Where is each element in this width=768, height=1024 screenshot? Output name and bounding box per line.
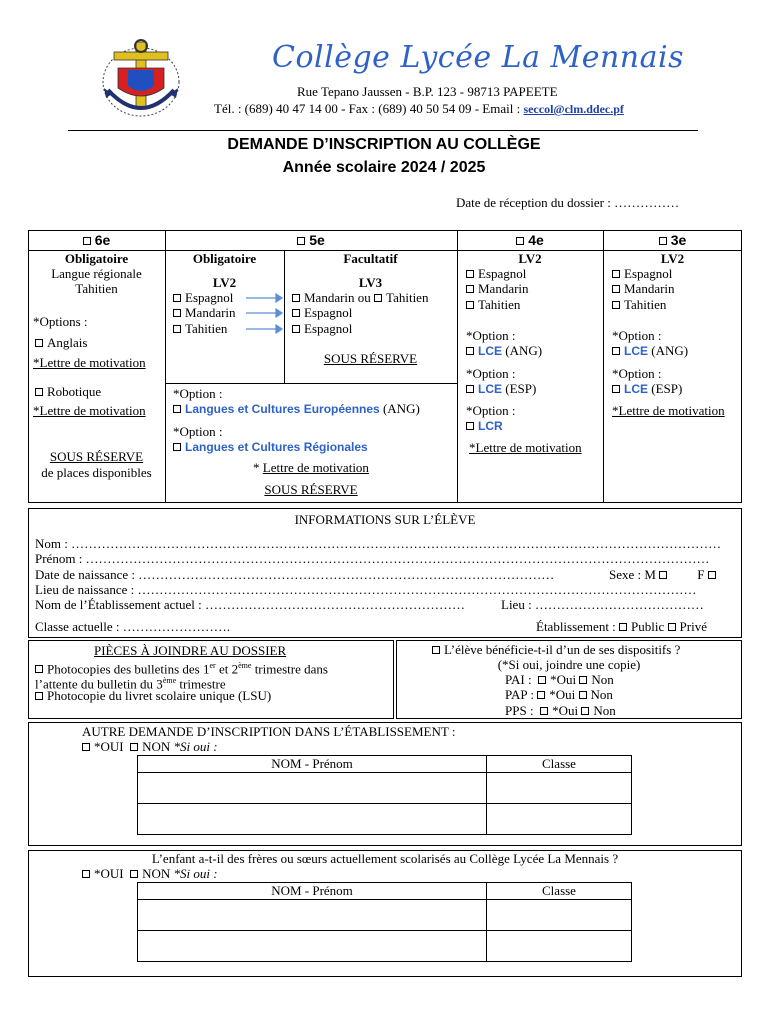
g3-tahitien[interactable] <box>612 297 666 312</box>
fratrie-table <box>137 882 632 962</box>
g4-tahitien[interactable] <box>466 297 520 312</box>
t: NON <box>142 866 171 881</box>
label: LCR <box>478 419 503 433</box>
t: PAP : <box>505 687 535 702</box>
g4-option3-label: *Option : <box>466 403 516 418</box>
fratrie-question: L’enfant a-t-il des frères ou sœurs actuellement scolarisés au Collège Lycée La Mennais ? <box>151 851 619 866</box>
g5-option-lce[interactable] <box>173 401 420 417</box>
label: Langues et Cultures Européennes <box>185 402 380 416</box>
checkbox-non[interactable] <box>579 676 587 684</box>
grade-4e-label: 4e <box>528 232 544 248</box>
suffix: (ANG) <box>502 343 543 358</box>
grade-5e-header[interactable] <box>165 232 457 248</box>
g4-motivation: *Lettre de motivation <box>469 440 582 455</box>
checkbox-non[interactable] <box>130 870 138 878</box>
label: Espagnol <box>304 321 353 336</box>
g6-obligatoire: Obligatoire <box>64 251 129 266</box>
t: Photocopie du livret scolaire unique (LSU) <box>47 688 272 703</box>
suffix: (ESP) <box>648 381 683 396</box>
g5-option2-label: *Option : <box>173 424 223 439</box>
g4-option2-label: *Option : <box>466 366 516 381</box>
fratrie-choice[interactable] <box>82 866 218 881</box>
label: Tahitien <box>624 297 667 312</box>
dispositifs-note: (*Si oui, joindre une copie) <box>497 657 641 672</box>
grade-5e-label: 5e <box>309 232 325 248</box>
t: *Oui <box>552 703 579 718</box>
checkbox-5e[interactable] <box>297 237 305 245</box>
g5-option1-label: *Option : <box>173 386 223 401</box>
label: Tahitien <box>185 321 228 336</box>
g6-options-label: *Options : <box>33 314 88 329</box>
grid-line <box>165 383 457 384</box>
grade-6e-label: 6e <box>94 232 111 248</box>
t: *Si oui : <box>173 739 218 754</box>
t: et 2 <box>215 661 239 677</box>
t: ème <box>238 661 252 670</box>
g5-lv3-espagnol-1[interactable] <box>292 305 352 320</box>
prefix: * <box>253 460 263 475</box>
pieces-heading: PIÈCES À JOINDRE AU DOSSIER <box>94 643 287 658</box>
table-cell[interactable] <box>138 900 487 931</box>
g6-reserve-note: de places disponibles <box>41 465 152 480</box>
t: ème <box>162 676 177 685</box>
autre-demande-heading: AUTRE DEMANDE D’INSCRIPTION DANS L’ÉTABLISSEMENT : <box>82 724 456 739</box>
g5-lv2-espagnol[interactable] <box>173 290 233 305</box>
student-school-field[interactable]: Nom de l’Établissement actuel : …………………………………………………… <box>35 597 466 612</box>
checkbox[interactable] <box>466 385 474 393</box>
checkbox[interactable] <box>173 309 181 317</box>
grade-6e-header[interactable] <box>28 232 165 248</box>
table-cell[interactable] <box>487 900 632 931</box>
header-rule <box>68 130 698 131</box>
g6-lang-2: Tahitien <box>75 281 118 296</box>
g5-option-lcr[interactable] <box>173 439 368 455</box>
checkbox[interactable] <box>292 309 300 317</box>
checkbox[interactable] <box>173 405 181 413</box>
label: LCE <box>624 344 648 358</box>
checkbox[interactable] <box>432 646 440 654</box>
label: Langues et Cultures Régionales <box>185 440 368 454</box>
g3-espagnol[interactable] <box>612 266 672 281</box>
t: Non <box>591 672 614 687</box>
checkbox[interactable] <box>35 692 43 700</box>
grade-3e-label: 3e <box>670 232 687 248</box>
checkbox[interactable] <box>173 325 181 333</box>
contact-text: Tél. : (689) 40 47 14 00 - Fax : (689) 40 50 54 09 - Email : <box>214 101 524 116</box>
checkbox[interactable] <box>173 443 181 451</box>
checkbox[interactable] <box>173 294 181 302</box>
checkbox-anglais[interactable] <box>35 339 43 347</box>
g4-lv2: LV2 <box>518 251 542 266</box>
g4-option-lce-esp[interactable] <box>466 381 536 397</box>
checkbox[interactable] <box>374 294 382 302</box>
student-nom-field[interactable]: Nom : …………………………………………………………………………………………………………………………………… <box>35 536 722 551</box>
g5-reserve-top: SOUS RÉSERVE <box>323 351 418 366</box>
g5-lv2: LV2 <box>212 275 237 290</box>
g5-motivation <box>165 460 457 475</box>
label: Public <box>631 619 665 634</box>
table-cell[interactable] <box>138 931 487 962</box>
arrow-icons <box>244 290 284 340</box>
label: Espagnol <box>185 290 234 305</box>
checkbox[interactable] <box>612 347 620 355</box>
g6-motivation-2: *Lettre de motivation <box>33 403 146 418</box>
grade-4e-header[interactable] <box>457 232 603 248</box>
g3-option-lce-esp[interactable] <box>612 381 682 397</box>
checkbox[interactable] <box>466 301 474 309</box>
g5-lv3-mandarin-tahitien[interactable] <box>292 290 428 305</box>
label: LCE <box>478 382 502 396</box>
label: Mandarin <box>185 305 236 320</box>
label: Établissement : <box>536 619 616 634</box>
label: Mandarin <box>624 281 675 296</box>
t: *Oui <box>550 672 577 687</box>
g4-option1-label: *Option : <box>466 328 516 343</box>
autre-demande-choice[interactable] <box>82 739 218 754</box>
checkbox-oui[interactable] <box>82 870 90 878</box>
t: NON <box>142 739 171 754</box>
dispositif-pap[interactable] <box>505 687 613 702</box>
checkbox[interactable] <box>612 301 620 309</box>
g5-obligatoire: Obligatoire <box>192 251 257 266</box>
g5-lv2-mandarin[interactable] <box>173 305 236 320</box>
grade-3e-header[interactable] <box>603 232 742 248</box>
label: Espagnol <box>624 266 673 281</box>
school-contact <box>214 101 624 117</box>
t: PAI : <box>505 672 532 687</box>
g5-lv3-espagnol-2[interactable] <box>292 321 352 336</box>
checkbox-6e[interactable] <box>83 237 91 245</box>
g3-mandarin[interactable] <box>612 281 675 296</box>
label: Tahitien <box>478 297 521 312</box>
g3-option-lce-ang[interactable] <box>612 343 688 359</box>
autre-demande-table <box>137 755 632 835</box>
checkbox[interactable] <box>612 285 620 293</box>
checkbox[interactable] <box>292 325 300 333</box>
col-header: Classe <box>487 883 632 900</box>
col-header: NOM - Prénom <box>138 756 487 773</box>
checkbox-robotique[interactable] <box>35 388 43 396</box>
checkbox-prive[interactable] <box>668 623 676 631</box>
checkbox[interactable] <box>466 285 474 293</box>
checkbox-non[interactable] <box>581 707 589 715</box>
dispositif-pps[interactable] <box>505 703 616 718</box>
label: Mandarin ou <box>304 290 375 305</box>
table-cell[interactable] <box>487 773 632 804</box>
school-name: Collège Lycée La Mennais <box>272 40 684 75</box>
g3-option1-label: *Option : <box>612 328 662 343</box>
checkbox[interactable] <box>292 294 300 302</box>
label: Lettre de motivation <box>262 460 369 475</box>
t: *Si oui : <box>173 866 218 881</box>
g4-espagnol[interactable] <box>466 266 526 281</box>
dispositifs-question[interactable] <box>432 642 680 657</box>
checkbox-oui[interactable] <box>82 743 90 751</box>
checkbox[interactable] <box>612 270 620 278</box>
table-cell[interactable] <box>138 773 487 804</box>
g6-reserve: SOUS RÉSERVE <box>49 449 144 464</box>
g5-facultatif: Facultatif <box>343 251 398 266</box>
g5-reserve-bottom: SOUS RÉSERVE <box>264 482 358 497</box>
checkbox[interactable] <box>612 385 620 393</box>
t: er <box>209 661 216 670</box>
t: *OUI <box>94 866 124 881</box>
g4-option-lcr[interactable] <box>466 418 503 434</box>
label: Tahitien <box>386 290 429 305</box>
checkbox-public[interactable] <box>619 623 627 631</box>
suffix: (ANG) <box>648 343 689 358</box>
checkbox-f[interactable] <box>708 571 716 579</box>
checkbox-3e[interactable] <box>659 237 667 245</box>
reception-date[interactable]: Date de réception du dossier : …………… <box>456 195 680 210</box>
g3-lv2: LV2 <box>660 251 685 266</box>
t: trimestre dans <box>251 661 328 677</box>
checkbox[interactable] <box>466 347 474 355</box>
student-birthplace-field[interactable]: Lieu de naissance : ………………………………………………………………………………………………………………… <box>35 582 697 597</box>
dispositif-pai[interactable] <box>505 672 614 687</box>
table-cell[interactable] <box>487 804 632 835</box>
checkbox[interactable] <box>466 422 474 430</box>
g6-opt1-label: Anglais <box>47 335 88 350</box>
checkbox-m[interactable] <box>659 571 667 579</box>
g6-lang-1: Langue régionale <box>51 266 142 281</box>
t: PPS : <box>505 703 534 718</box>
g5-lv3: LV3 <box>358 275 383 290</box>
t: Non <box>590 687 613 702</box>
label: Espagnol <box>304 305 353 320</box>
col-header: NOM - Prénom <box>138 883 487 900</box>
student-birthdate-field[interactable]: Date de naissance : …………………………………………………………………………………… <box>35 567 555 582</box>
form-subtitle: Année scolaire 2024 / 2025 <box>282 159 486 176</box>
t: L’élève bénéficie-t-il d’un de ses dispositifs ? <box>444 642 681 657</box>
checkbox-non[interactable] <box>579 691 587 699</box>
table-cell[interactable] <box>487 931 632 962</box>
t: Non <box>593 703 616 718</box>
label: Privé <box>679 619 707 634</box>
student-sexe[interactable] <box>609 567 720 582</box>
checkbox[interactable] <box>466 270 474 278</box>
suffix: (ESP) <box>502 381 537 396</box>
checkbox-non[interactable] <box>130 743 138 751</box>
label: LCE <box>624 382 648 396</box>
student-school-type <box>536 619 707 634</box>
g6-motivation-1: *Lettre de motivation <box>33 355 146 370</box>
g4-mandarin[interactable] <box>466 281 529 296</box>
checkbox-oui[interactable] <box>538 676 546 684</box>
school-address: Rue Tepano Jaussen - B.P. 123 - 98713 PAPEETE <box>297 84 558 99</box>
student-prenom-field[interactable]: Prénom : ……………………………………………………………………………………………………………………………… <box>35 551 710 566</box>
label: Espagnol <box>478 266 527 281</box>
t: *Oui <box>549 687 576 702</box>
t: *OUI <box>94 739 124 754</box>
col-header: Classe <box>487 756 632 773</box>
grid-line <box>603 230 604 503</box>
student-school-location-field[interactable]: Lieu : ………………………………… <box>501 597 704 612</box>
email-link[interactable]: seccol@clm.ddec.pf <box>523 102 624 116</box>
col-6e <box>28 251 165 296</box>
pieces-item2[interactable] <box>35 688 271 703</box>
form-title: DEMANDE D’INSCRIPTION AU COLLÈGE <box>227 136 541 153</box>
checkbox-oui[interactable] <box>537 691 545 699</box>
checkbox-oui[interactable] <box>540 707 548 715</box>
g4-option-lce-ang[interactable] <box>466 343 542 359</box>
suffix: (ANG) <box>379 401 420 416</box>
g5-lv2-tahitien[interactable] <box>173 321 227 336</box>
g6-option-robotique[interactable] <box>35 384 101 399</box>
t: trimestre <box>176 676 226 692</box>
school-logo <box>98 38 184 120</box>
g3-motivation: *Lettre de motivation <box>612 403 725 418</box>
label: LCE <box>478 344 502 358</box>
g3-option2-label: *Option : <box>612 366 662 381</box>
student-info-heading: INFORMATIONS SUR L’ÉLÈVE <box>294 512 476 527</box>
label: Mandarin <box>478 281 529 296</box>
checkbox-4e[interactable] <box>516 237 524 245</box>
label: F <box>697 567 705 582</box>
g6-option-anglais[interactable] <box>35 335 87 350</box>
student-class-field[interactable]: Classe actuelle : ……………………. <box>35 619 230 634</box>
t: Photocopies des bulletins des 1 <box>47 661 210 677</box>
table-cell[interactable] <box>138 804 487 835</box>
g6-opt2-label: Robotique <box>47 384 102 399</box>
t: l’attente du bulletin du 3 <box>35 676 163 692</box>
label: Sexe : M <box>609 567 656 582</box>
grid-line <box>457 230 458 503</box>
